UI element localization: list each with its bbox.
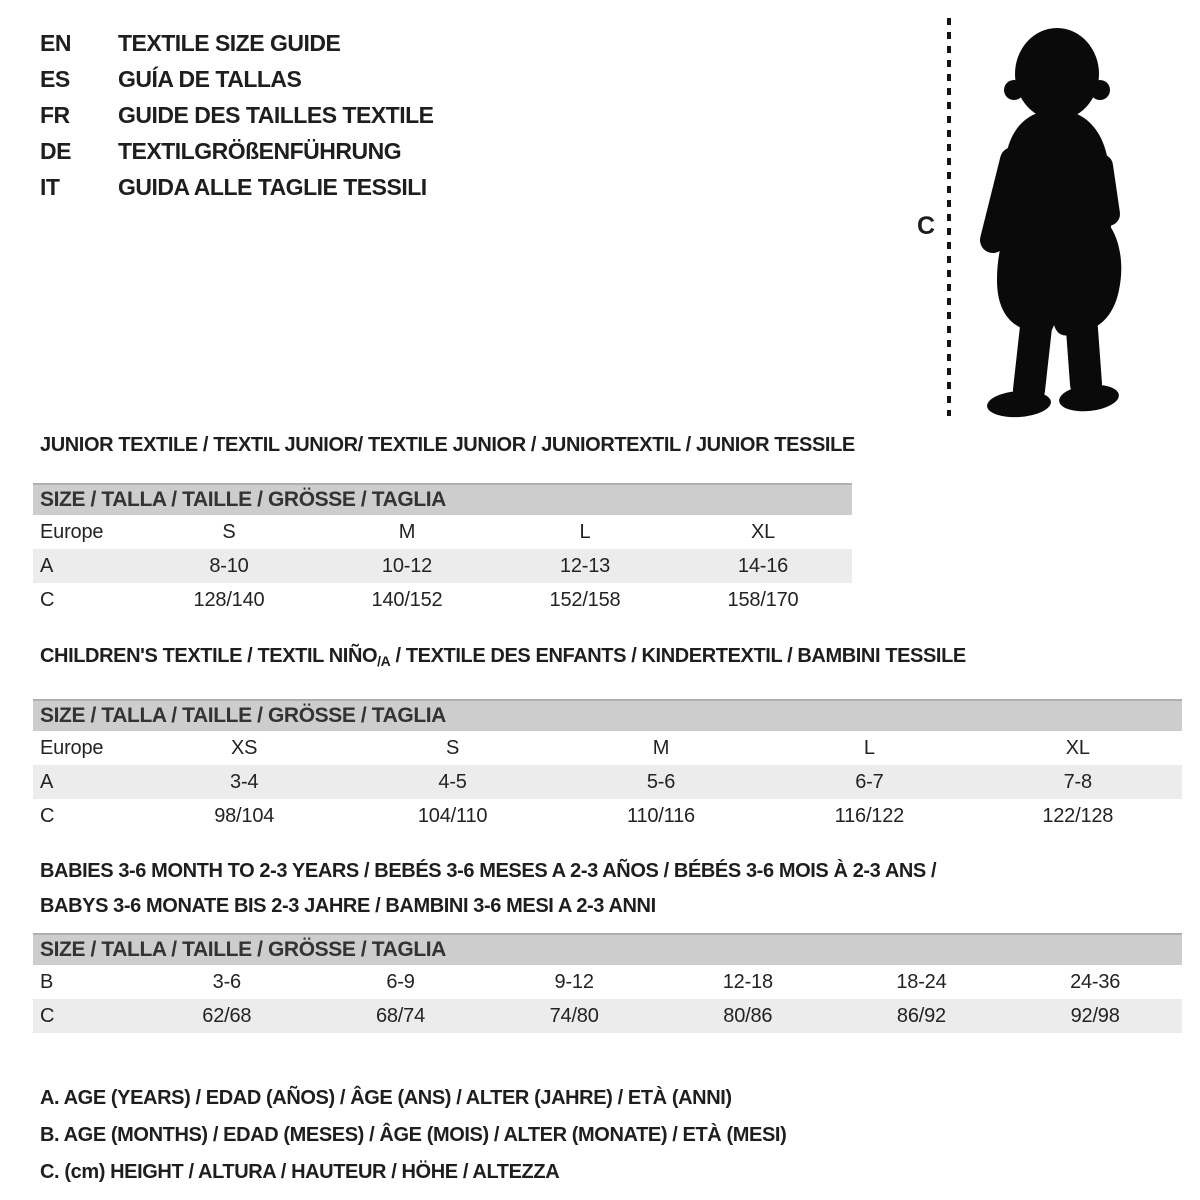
lang-code: FR [40,102,70,128]
size-cell: 110/116 [627,804,695,827]
size-cell: 140/152 [371,588,443,611]
lang-code: DE [40,138,71,164]
size-cell: 18-24 [896,970,947,993]
size-cell: 8-10 [209,554,249,577]
size-cell: 122/128 [1042,804,1114,827]
height-measure-label: C [917,212,936,240]
size-cell: 158/170 [727,588,799,611]
table-row [33,583,852,617]
table-row [33,765,1182,799]
lang-row-it [40,174,434,210]
children-title-part2: / TEXTILE DES ENFANTS / KINDERTEXTIL / BAMBINI TESSILE [390,645,966,667]
size-cell: M [652,736,670,759]
lang-row-en [40,30,434,66]
junior-size-table [33,515,852,617]
lang-title: TEXTILE SIZE GUIDE [118,30,341,56]
table-row [33,731,1182,765]
babies-size-header-band: SIZE / TALLA / TAILLE / GRÖSSE / TAGLIA [33,933,1182,965]
size-cell: L [863,736,875,759]
children-title-part1: CHILDREN'S TEXTILE / TEXTIL NIÑO [40,645,378,667]
size-cell: 3-4 [230,770,259,793]
size-cell: 104/110 [417,804,488,827]
size-cell: 86/92 [896,1004,946,1027]
row-label: Europe [40,520,104,543]
size-cell: 4-5 [438,770,467,793]
size-cell: 24-36 [1070,970,1121,993]
table-row [33,549,852,583]
size-cell: M [398,520,416,543]
section-junior-textile [33,434,855,617]
children-title-subscript: /A [377,653,391,669]
size-cell: 14-16 [737,554,789,577]
language-title-list [40,30,434,210]
babies-section-title-line1: BABIES 3-6 MONTH TO 2-3 YEARS / BEBÉS 3-6 MESES A 2-3 AÑOS / BÉBÉS 3-6 MOIS À 2-3 ANS / [40,860,937,882]
size-cell: 12-13 [559,554,611,577]
size-cell: 92/98 [1070,1004,1120,1027]
size-cell: 12-18 [722,970,773,993]
size-cell: 74/80 [549,1004,599,1027]
size-cell: 62/68 [202,1004,252,1027]
size-cell: 7-8 [1063,770,1092,793]
babies-size-table [33,965,1182,1033]
size-cell: 98/104 [214,804,275,827]
children-size-table [33,731,1182,833]
legend-age-years: A. AGE (YEARS) / EDAD (AÑOS) / ÂGE (ANS) / ALTER (JAHRE) / ETÀ (ANNI) [40,1087,732,1109]
size-cell: 116/122 [834,804,905,827]
toddler-silhouette-icon [967,18,1147,420]
table-row [33,799,1182,833]
row-label: C [40,804,55,827]
junior-size-header-band: SIZE / TALLA / TAILLE / GRÖSSE / TAGLIA [33,483,852,515]
table-row [33,515,852,549]
size-cell: XL [1065,736,1090,759]
children-size-header-band: SIZE / TALLA / TAILLE / GRÖSSE / TAGLIA [33,699,1182,731]
row-label: C [40,588,55,611]
size-cell: XL [750,520,776,543]
size-cell: 10-12 [381,554,433,577]
lang-code: IT [40,174,60,200]
size-cell: 68/74 [375,1004,426,1027]
size-cell: 9-12 [554,970,594,993]
lang-row-es [40,66,434,102]
height-dashed-line [947,18,951,416]
lang-row-fr [40,102,434,138]
row-label: A [40,770,54,793]
size-cell: 3-6 [212,970,241,993]
row-label: Europe [40,736,104,759]
table-row [33,999,1182,1033]
section-babies-textile [33,860,1182,1033]
lang-title: TEXTILGRÖßENFÜHRUNG [118,138,402,164]
section-childrens-textile [33,645,1182,833]
children-section-title [40,645,1182,673]
lang-code: EN [40,30,71,56]
size-cell: 128/140 [193,588,265,611]
row-label: B [40,970,54,993]
size-cell: 80/86 [723,1004,773,1027]
junior-section-title: JUNIOR TEXTILE / TEXTIL JUNIOR/ TEXTILE JUNIOR / JUNIORTEXTIL / JUNIOR TESSILE [40,434,855,456]
babies-section-title-line2: BABYS 3-6 MONATE BIS 2-3 JAHRE / BAMBINI 3-6 MESI A 2-3 ANNI [40,895,656,917]
row-label: A [40,554,54,577]
size-cell: 6-7 [855,770,884,793]
table-row [33,965,1182,999]
lang-title: GUÍA DE TALLAS [118,66,302,92]
size-cell: 5-6 [646,770,676,793]
lang-code: ES [40,66,70,92]
row-label: C [40,1004,55,1027]
size-cell: S [222,520,236,543]
size-guide-content [33,434,1182,1191]
measure-legend [40,1080,1182,1191]
size-cell: S [446,736,460,759]
size-cell: 152/158 [549,588,621,611]
lang-row-de [40,138,434,174]
size-cell: L [579,520,591,543]
height-measure-figure [905,14,1155,420]
legend-height-cm: C. (cm) HEIGHT / ALTURA / HAUTEUR / HÖHE / ALTEZZA [40,1161,560,1183]
size-cell: XS [231,736,258,759]
lang-title: GUIDE DES TAILLES TEXTILE [118,102,434,128]
lang-title: GUIDA ALLE TAGLIE TESSILI [118,174,427,200]
size-cell: 6-9 [386,970,415,993]
legend-age-months: B. AGE (MONTHS) / EDAD (MESES) / ÂGE (MOIS) / ALTER (MONATE) / ETÀ (MESI) [40,1124,787,1146]
